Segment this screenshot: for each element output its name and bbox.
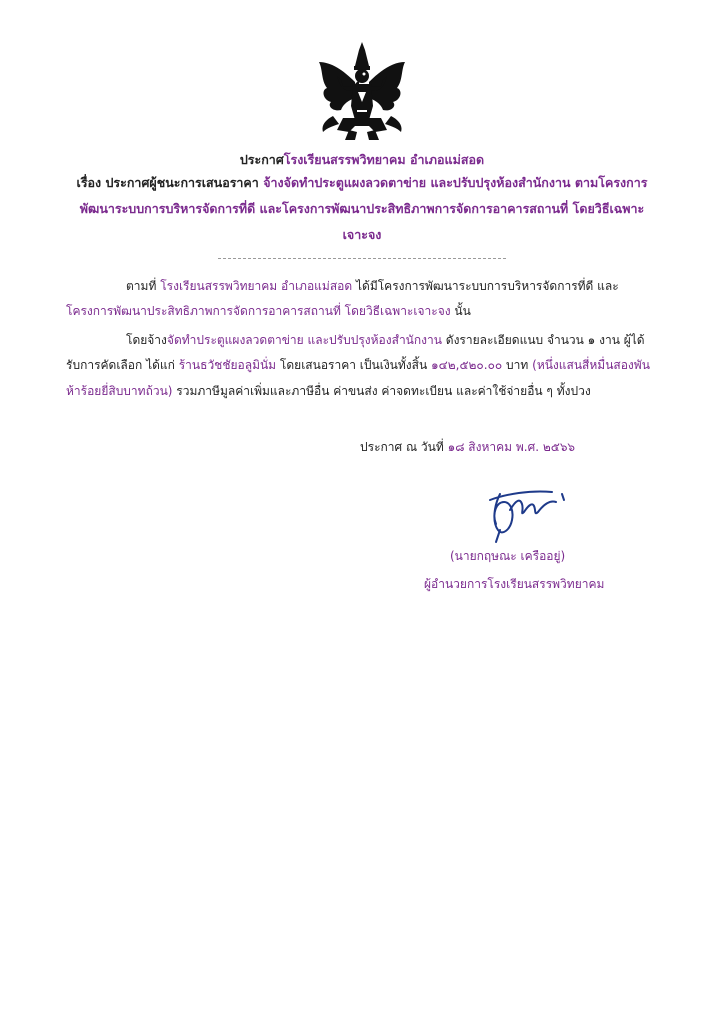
signature: [470, 480, 570, 546]
p2-item: จัดทำประตูแผงลวดตาข่าย และปรับปรุงห้องสำนักงาน: [166, 333, 442, 347]
subject-line-1: [30, 170, 694, 196]
p2-vendor: ร้านธวัชชัยอลูมินั่ม: [178, 358, 277, 372]
paragraph-1-line-2: [66, 302, 471, 321]
paragraph-2-line-2: [66, 356, 650, 375]
p2-amount: ๑๔๒,๕๒๐.๐๐: [431, 358, 503, 372]
subject-label: เรื่อง ประกาศผู้ชนะการเสนอราคา: [76, 175, 259, 190]
p1-school: โรงเรียนสรรพวิทยาคม อำเภอแม่สอด: [160, 279, 353, 293]
announcement-heading: [0, 150, 724, 170]
subject-line1-rest: จ้างจัดทำประตูแผงลวดตาข่าย และปรับปรุงห้องสำนักงาน ตามโครงการ: [263, 175, 648, 190]
p2-prefix: โดยจ้าง: [126, 333, 167, 347]
p2-line2-prefix: รับการคัดเลือก ได้แก่: [66, 358, 175, 372]
p1-line2: โครงการพัฒนาประสิทธิภาพการจัดการอาคารสถานที่ โดยวิธีเฉพาะเจาะจง: [66, 304, 451, 318]
p1-end: นั้น: [454, 304, 471, 318]
paragraph-2-line-1: [126, 331, 645, 350]
announce-date: ๑๘ สิงหาคม พ.ศ. ๒๕๖๖: [447, 440, 576, 454]
announce-label: ประกาศ ณ วันที่: [360, 440, 444, 454]
p2-offer: โดยเสนอราคา เป็นเงินทั้งสิ้น: [279, 358, 428, 372]
divider: [218, 258, 506, 259]
garuda-emblem-icon: [313, 40, 411, 142]
heading-prefix: ประกาศ: [239, 152, 284, 167]
p2-words-2: ห้าร้อยยี่สิบบาทถ้วน): [66, 384, 173, 398]
p1-prefix: ตามที่: [126, 279, 157, 293]
p2-tail: ดังรายละเอียดแนบ จำนวน ๑ งาน ผู้ได้: [445, 333, 645, 347]
subject-block: [30, 170, 694, 248]
signatory-position: ผู้อำนวยการโรงเรียนสรรพวิทยาคม: [424, 577, 605, 591]
heading-school: โรงเรียนสรรพวิทยาคม อำเภอแม่สอด: [283, 152, 485, 167]
signatory-name: (นายกฤษณะ เครืออยู่): [450, 549, 566, 563]
subject-line-2: พัฒนาระบบการบริหารจัดการที่ดี และโครงการพัฒนาประสิทธิภาพการจัดการอาคารสถานที่ โดยวิธีเฉพาะ: [79, 201, 645, 216]
p2-words-1: (หนึ่งแสนสี่หมื่นสองพัน: [532, 358, 650, 372]
p2-line3-tail: รวมภาษีมูลค่าเพิ่มและภาษีอื่น ค่าขนส่ง ค่าจดทะเบียน และค่าใช้จ่ายอื่น ๆ ทั้งปวง: [176, 384, 591, 398]
p1-mid: ได้มีโครงการพัฒนาระบบการบริหารจัดการที่ดี และ: [355, 279, 619, 293]
paragraph-1-line-1: [126, 277, 619, 296]
subject-line-3: เจาะจง: [342, 227, 382, 242]
announce-date-line: [360, 438, 575, 457]
paragraph-2-line-3: [66, 382, 591, 401]
p2-currency: บาท: [506, 358, 529, 372]
